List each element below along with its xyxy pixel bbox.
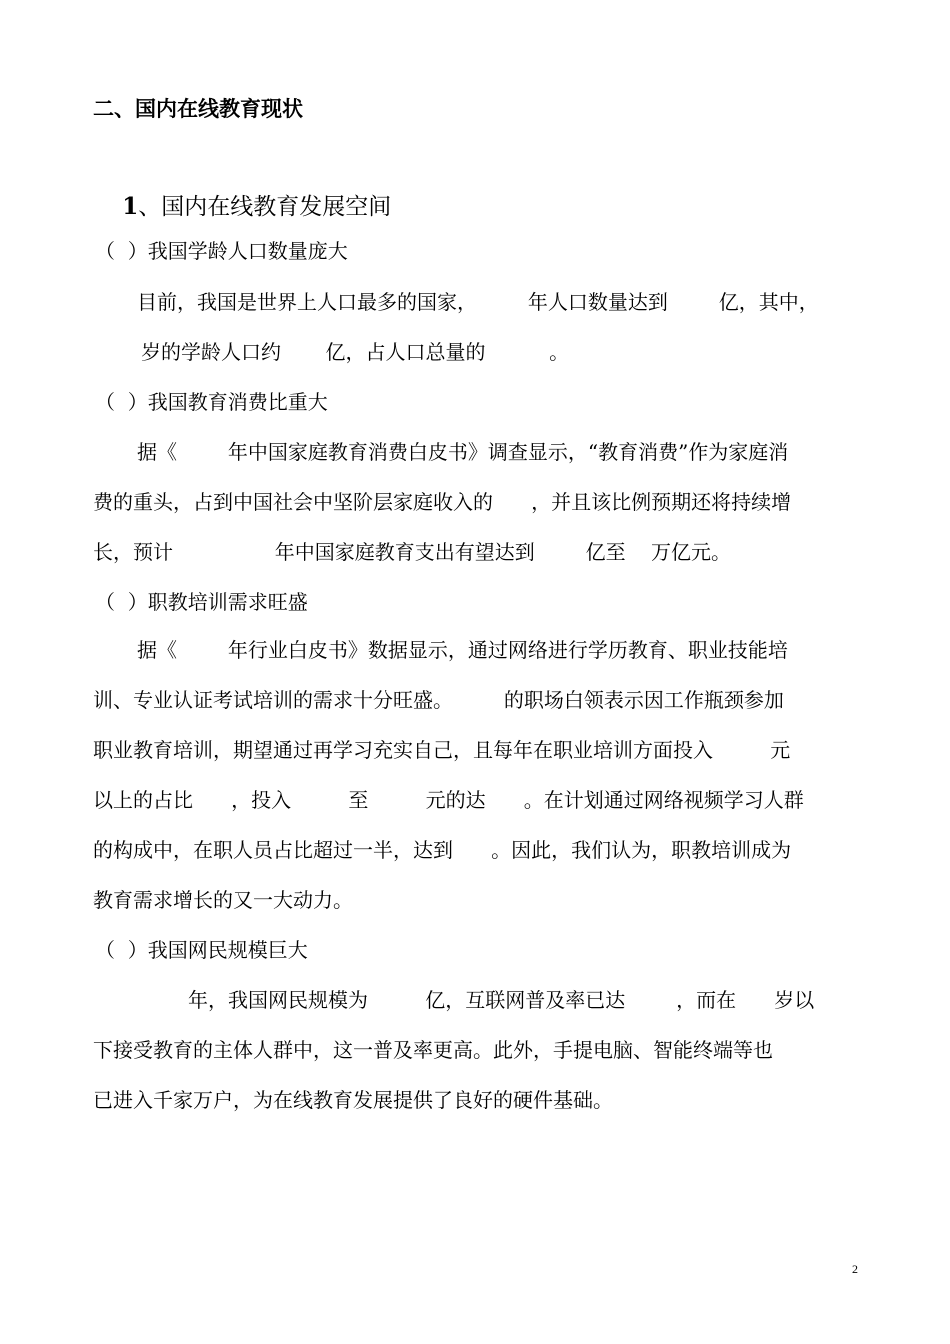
subsection-heading: [93, 168, 391, 246]
paragraph-2-line-3: 长，预计 年中国家庭教育支出有望达到 亿至 万亿元。: [93, 540, 732, 564]
paragraph-4-line-3: 已进入千家万户，为在线教育发展提供了良好的硬件基础。: [93, 1088, 613, 1112]
paragraph-3-line-6: 教育需求增长的又一大动力。: [93, 888, 353, 912]
paragraph-1-line-2: 岁的学龄人口约 亿，占人口总量的 。: [141, 340, 570, 364]
paragraph-4-line-2: 下接受教育的主体人群中，这一普及率更高。此外，手提电脑、智能终端等也: [93, 1038, 773, 1062]
paragraph-2-line-1: 据《 年中国家庭教育消费白皮书》调查显示，“教育消费”作为家庭消: [137, 440, 789, 464]
subsection-title: 、国内在线教育发展空间: [138, 194, 392, 220]
paragraph-heading-3: （ ）职教培训需求旺盛: [95, 590, 308, 614]
paragraph-heading-4: （ ）我国网民规模巨大: [95, 938, 308, 962]
paragraph-2-line-2: 费的重头，占到中国社会中坚阶层家庭收入的 ，并且该比例预期还将持续增: [93, 490, 792, 514]
page-number: 2: [852, 1262, 858, 1276]
paragraph-3-line-4: 以上的占比 ，投入 至 元的达 。在计划通过网络视频学习人群: [93, 788, 804, 812]
paragraph-3-line-2: 训、专业认证考试培训的需求十分旺盛。 的职场白领表示因工作瓶颈参加: [93, 688, 784, 712]
paragraph-1-line-1: 目前，我国是世界上人口最多的国家， 年人口数量达到 亿，其中，: [137, 290, 819, 314]
paragraph-3-line-1: 据《 年行业白皮书》数据显示，通过网络进行学历教育、职业技能培: [137, 638, 788, 662]
paragraph-heading-2: （ ）我国教育消费比重大: [95, 390, 328, 414]
paragraph-4-line-1: 年，我国网民规模为 亿，互联网普及率已达 ，而在 岁以: [188, 988, 815, 1012]
paragraph-heading-1: （ ）我国学龄人口数量庞大: [95, 239, 348, 263]
paragraph-3-line-3: 职业教育培训，期望通过再学习充实自己，且每年在职业培训方面投入 元: [93, 738, 791, 762]
subsection-number: 1: [122, 193, 139, 220]
section-heading: 二、国内在线教育现状: [93, 97, 303, 121]
paragraph-3-line-5: 的构成中，在职人员占比超过一半，达到 。因此，我们认为，职教培训成为: [93, 838, 792, 862]
